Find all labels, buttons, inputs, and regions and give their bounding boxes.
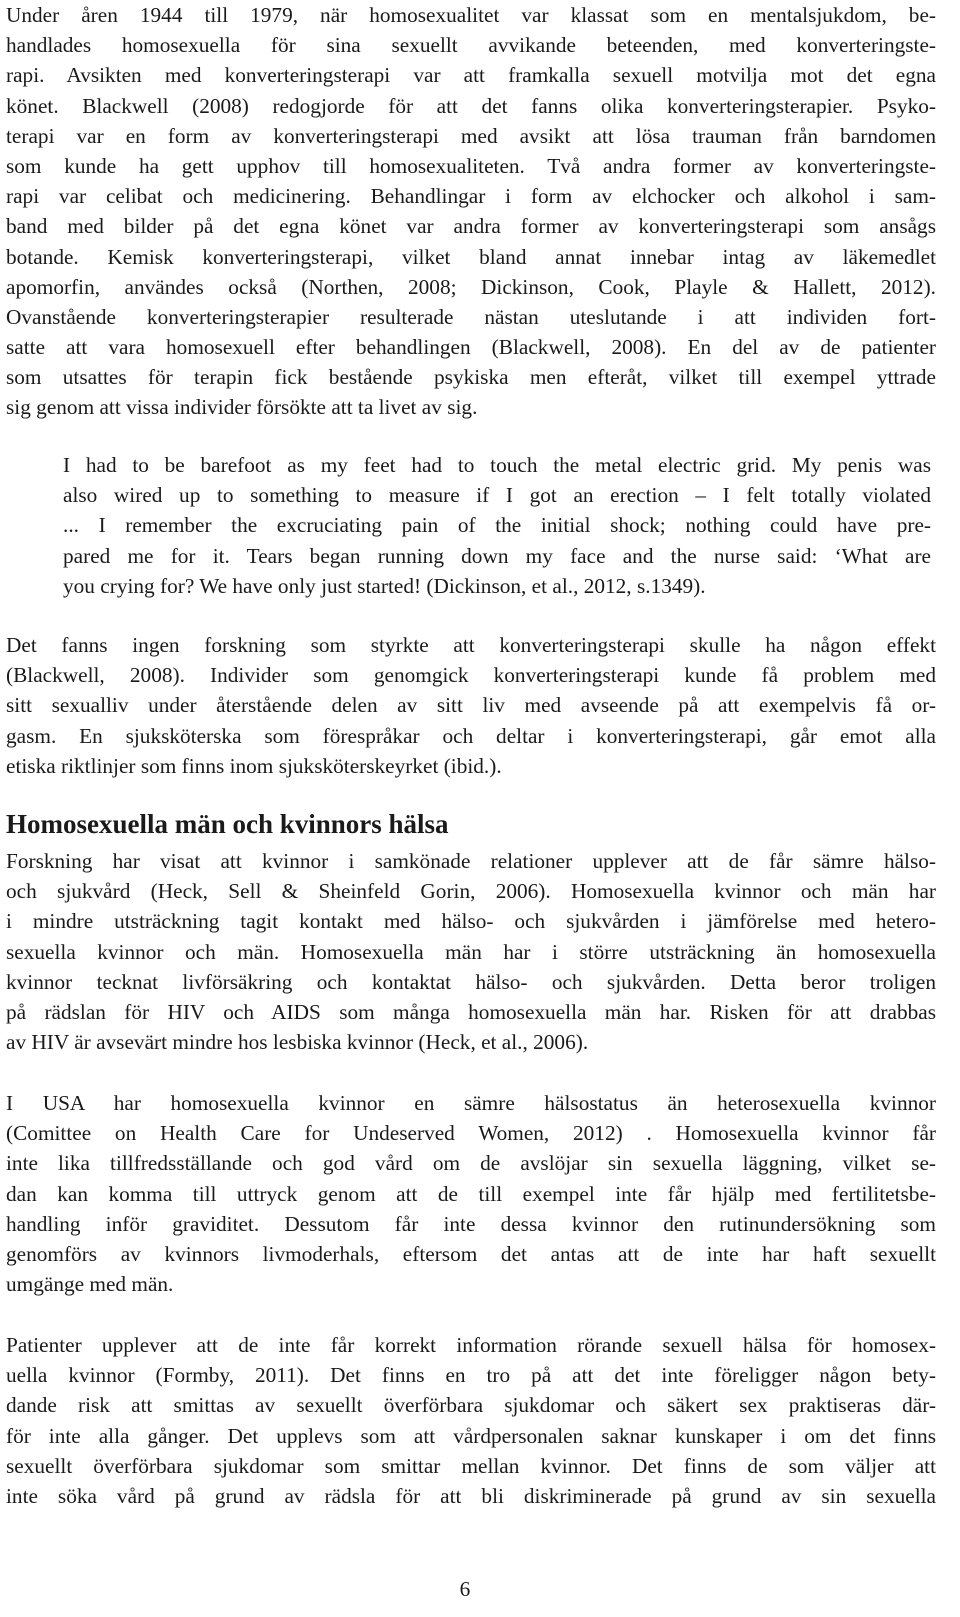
quote-line: I had to be barefoot as my feet had to touch the metal electric grid. My penis was bbox=[63, 453, 931, 477]
text-line: sexuella kvinnor och män. Homosexuella män har i större utsträckning än homosexuella bbox=[6, 939, 936, 964]
text-line: dan kan komma till uttryck genom att de till exempel inte får hjälp med fertilitetsbe- bbox=[6, 1181, 936, 1206]
paragraph-sexual-health-information bbox=[6, 1330, 936, 1511]
text-line: satte att vara homosexuell efter behandlingen (Blackwell, 2008). En del av de patienter bbox=[6, 335, 936, 360]
text-line: som utsattes för terapin fick bestående psykiska men efteråt, vilket till exempel yttrade bbox=[6, 365, 936, 390]
text-line: apomorfin, användes också (Northen, 2008; Dickinson, Cook, Playle & Hallett, 2012). bbox=[6, 274, 936, 299]
quote-line: pared me for it. Tears began running down my face and the nurse said: ‘What are bbox=[63, 543, 931, 568]
quote-line: ... I remember the excruciating pain of the initial shock; nothing could have pre- bbox=[63, 513, 931, 538]
text-line: Forskning har visat att kvinnor i samkönade relationer upplever att de får sämre hälso- bbox=[6, 849, 936, 873]
text-line: rapi. Avsikten med konverteringsterapi var att framkalla sexuell motvilja mot det egna bbox=[6, 63, 936, 88]
text-line: band med bilder på det egna könet var andra former av konverteringsterapi som ansågs bbox=[6, 214, 936, 239]
text-line: I USA har homosexuella kvinnor en sämre hälsostatus än heterosexuella kvinnor bbox=[6, 1091, 936, 1115]
section-heading: Homosexuella män och kvinnors hälsa bbox=[6, 809, 449, 839]
text-line: (Comittee on Health Care for Undeserved Women, 2012) . Homosexuella kvinnor får bbox=[6, 1121, 936, 1146]
text-line: kvinnor tecknat livförsäkring och kontaktat hälso- och sjukvården. Detta beror troligen bbox=[6, 969, 936, 994]
paragraph-conversion-therapy-history bbox=[6, 0, 936, 423]
text-line: som kunde ha gett upphov till homosexualiteten. Två andra former av konverteringste- bbox=[6, 153, 936, 178]
text-line: inte söka vård på grund av rädsla för att bli diskriminerade på grund av sin sexuella bbox=[6, 1483, 936, 1508]
text-line: i mindre utsträckning tagit kontakt med hälso- och sjukvården i jämförelse med hetero- bbox=[6, 909, 936, 934]
quote-line: you crying for? We have only just started! (Dickinson, et al., 2012, s.1349). bbox=[63, 573, 706, 598]
text-line: sig genom att vissa individer försökte att ta livet av sig. bbox=[6, 395, 478, 420]
text-line: terapi var en form av konverteringsterapi med avsikt att lösa trauman från barndomen bbox=[6, 123, 936, 148]
text-line: för inte alla gånger. Det upplevs som att vårdpersonalen saknar kunskaper i om det finns bbox=[6, 1423, 936, 1448]
text-line: (Blackwell, 2008). Individer som genomgick konverteringsterapi kunde få problem med bbox=[6, 663, 936, 688]
text-line: uella kvinnor (Formby, 2011). Det finns en tro på att det inte föreligger någon bety- bbox=[6, 1363, 936, 1388]
text-line: könet. Blackwell (2008) redogjorde för att det fanns olika konverteringsterapier. Psyko- bbox=[6, 93, 936, 118]
text-line: handling inför graviditet. Dessutom får inte dessa kvinnor den rutinundersökning som bbox=[6, 1211, 936, 1236]
paragraph-usa-health-status bbox=[6, 1088, 936, 1299]
paragraph-health-research bbox=[6, 846, 936, 1057]
text-line: Det fanns ingen forskning som styrkte att konverteringsterapi skulle ha någon effekt bbox=[6, 633, 936, 657]
text-line: rapi var celibat och medicinering. Behandlingar i form av elchocker och alkohol i sam- bbox=[6, 184, 936, 209]
text-line: inte lika tillfredsställande och god vård om de avslöjar sin sexuella läggning, vilket se- bbox=[6, 1151, 936, 1176]
text-line: etiska riktlinjer som finns inom sjuksköterskeyrket (ibid.). bbox=[6, 753, 502, 778]
page-number: 6 bbox=[459, 1577, 471, 1601]
text-line: sitt sexualliv under återstående delen av sitt liv med avseende på att exempelvis få or- bbox=[6, 693, 936, 718]
block-quote bbox=[63, 450, 931, 601]
text-line: och sjukvård (Heck, Sell & Sheinfeld Gorin, 2006). Homosexuella kvinnor och män har bbox=[6, 879, 936, 904]
text-line: gasm. En sjuksköterska som förespråkar och deltar i konverteringsterapi, går emot alla bbox=[6, 723, 936, 748]
text-line: umgänge med män. bbox=[6, 1272, 174, 1297]
text-line: på rädslan för HIV och AIDS som många homosexuella män har. Risken för att drabbas bbox=[6, 999, 936, 1024]
paragraph-no-evidence bbox=[6, 630, 936, 781]
text-line: handlades homosexuella för sina sexuellt avvikande beteenden, med konverteringste- bbox=[6, 33, 936, 58]
text-line: Ovanstående konverteringsterapier resulterade nästan uteslutande i att individen fort- bbox=[6, 304, 936, 329]
text-line: Under åren 1944 till 1979, när homosexualitet var klassat som en mentalsjukdom, be- bbox=[6, 3, 936, 27]
quote-line: also wired up to something to measure if I got an erection – I felt totally violated bbox=[63, 483, 931, 508]
text-line: av HIV är avsevärt mindre hos lesbiska kvinnor (Heck, et al., 2006). bbox=[6, 1030, 589, 1055]
text-line: genomförs av kvinnors livmoderhals, eftersom det antas att de inte har haft sexuellt bbox=[6, 1241, 936, 1266]
text-line: dande risk att smittas av sexuellt överförbara sjukdomar och säkert sex praktiseras där- bbox=[6, 1393, 936, 1418]
text-line: Patienter upplever att de inte får korrekt information rörande sexuell hälsa för homosex- bbox=[6, 1333, 936, 1357]
text-line: sexuellt överförbara sjukdomar som smittar mellan kvinnor. Det finns de som väljer att bbox=[6, 1453, 936, 1478]
text-line: botande. Kemisk konverteringsterapi, vilket bland annat innebar intag av läkemedlet bbox=[6, 244, 936, 269]
